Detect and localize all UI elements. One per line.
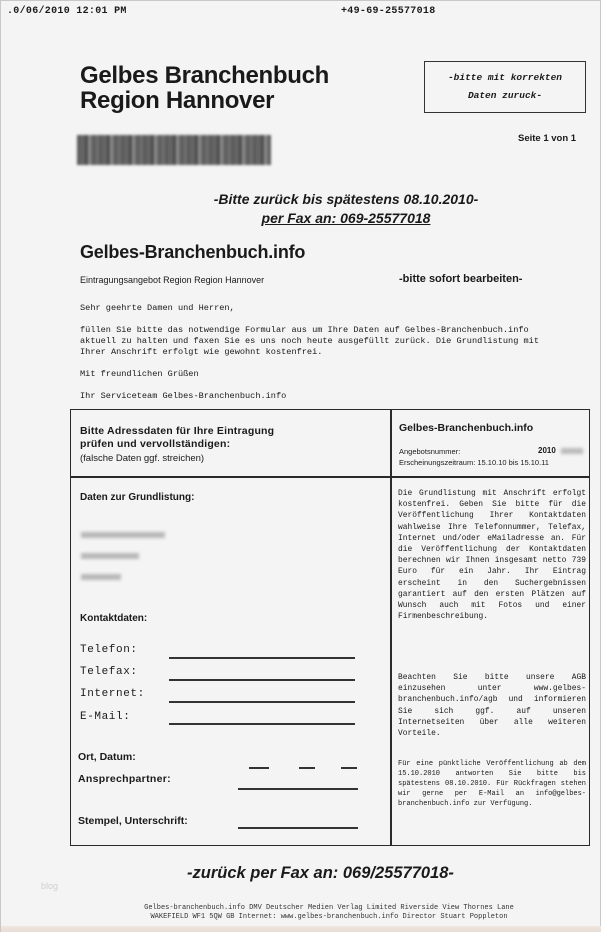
return-notice-line-2: Daten zuruck- [467, 90, 543, 101]
offer-subtitle: Eintragungsangebot Region Region Hannover [80, 275, 265, 285]
page-bottom-edge [1, 926, 601, 932]
ansprechpartner-label: Ansprechpartner: [78, 773, 171, 785]
watermark: blog [41, 881, 59, 891]
deadline-line: -Bitte zurück bis spätestens 08.10.2010- [213, 191, 479, 207]
footer-line-1: Gelbes-branchenbuch.info DMV Deutscher Medien Verlag Limited Riverside View Thornes Lane [144, 904, 514, 912]
redacted-recipient [77, 135, 271, 165]
salutation: Sehr geehrte Damen und Herren, [80, 303, 235, 313]
title-line-2: Region Hannover [80, 87, 275, 114]
fax-number: +49-69-25577018 [341, 6, 436, 17]
brand-title: Gelbes-Branchenbuch.info [80, 242, 306, 262]
ort-datum-label: Ort, Datum: [78, 751, 136, 763]
bottom-fax-notice: -zurück per Fax an: 069/25577018- [187, 864, 454, 882]
redacted-offer-number [561, 448, 583, 454]
signature: Ihr Serviceteam Gelbes-Branchenbuch.info [80, 391, 287, 401]
terms-paragraph-3: Für eine pünktliche Veröffentlichung ab dem 15.10.2010 antworten Sie bitte bis spätestens 08.10.2010. Für Rückfragen stehen wir gerne per E-Mail an info@gelbes-branchenbuch.info zur Verfügung. [398, 760, 586, 808]
date-field-month[interactable] [341, 767, 357, 769]
publication-period: Erscheinungszeitraum: 15.10.10 bis 15.10.11 [399, 458, 549, 467]
kontakt-label: Kontaktdaten: [80, 613, 148, 624]
column-divider [390, 409, 392, 846]
page-indicator: Seite 1 von 1 [518, 133, 577, 144]
telefon-label: Telefon: [80, 644, 138, 656]
telefon-field[interactable] [169, 657, 355, 659]
return-notice-box [424, 61, 586, 113]
letter-body: füllen Sie bitte das notwendige Formular aus um Ihre Daten auf Gelbes-Branchenbuch.info aktuell zu halten und faxen Sie es uns noch heute ausgefüllt zurück. Die Grundlistung mit Ihrer Anschrift erfolgt wie gewohnt kostenfrei. [80, 325, 539, 357]
offer-number-value: 2010 [538, 446, 556, 455]
date-field-day[interactable] [299, 767, 315, 769]
form-heading-note: (falsche Daten ggf. streichen) [80, 453, 205, 464]
telefax-field[interactable] [169, 679, 355, 681]
row-divider [70, 476, 590, 478]
internet-label: Internet: [80, 688, 145, 700]
stempel-label: Stempel, Unterschrift: [78, 815, 188, 827]
telefax-label: Telefax: [80, 666, 138, 678]
terms-paragraph-2: Beachten Sie bitte unsere AGB einzusehen unter www.gelbes-branchenbuch.info/agb und informieren Sie sich ggf. auf unseren Internetseiten über alle weiteren Vorteile. [398, 673, 586, 739]
footer [79, 904, 579, 922]
page-title [80, 63, 329, 113]
ort-field[interactable] [249, 767, 269, 769]
ansprechpartner-field[interactable] [238, 788, 358, 790]
deadline-notice [151, 190, 541, 228]
form-heading [80, 425, 274, 451]
fax-timestamp: .0/06/2010 12:01 PM [7, 6, 127, 17]
grundlistung-label: Daten zur Grundlistung: [80, 492, 195, 503]
deadline-fax: per Fax an: 069-25577018 [261, 210, 431, 226]
internet-field[interactable] [169, 701, 355, 703]
offer-number-label: Angebotsnummer: [399, 447, 461, 456]
email-label: E-Mail: [80, 711, 131, 723]
form-heading-line-2: prüfen und vervollständigen: [80, 438, 231, 450]
urgent-note: -bitte sofort bearbeiten- [399, 273, 523, 285]
form-heading-line-1: Bitte Adressdaten für Ihre Eintragung [80, 425, 275, 437]
redacted-company-name [81, 532, 165, 538]
terms-paragraph-1: Die Grundlistung mit Anschrift erfolgt kostenfrei. Geben Sie bitte für die Veröffentlichung Ihrer Kontaktdaten wahlweise Ihre Telefonnummer, Telefax, Internet und/oder eMailadresse an. Für die Veröffentlichung der Kontaktdaten berechnen wir Ihnen insgesamt netto 739 Euro für ein Jahr. Ihr Eintrag erscheint in den Suchergebnissen garantiert auf den ersten Plätzen auf Wunsch auch mit Fotos und einer Firmenbeschreibung. [398, 489, 586, 622]
email-field[interactable] [169, 723, 355, 725]
title-line-1: Gelbes Branchenbuch [80, 62, 330, 89]
redacted-street [81, 553, 139, 559]
closing: Mit freundlichen Grüßen [80, 369, 199, 379]
signature-field[interactable] [238, 827, 358, 829]
return-notice-line-1: -bitte mit korrekten [447, 72, 563, 83]
side-brand: Gelbes-Branchenbuch.info [399, 422, 534, 434]
footer-line-2: WAKEFIELD WF1 5QW GB Internet: www.gelbes-branchenbuch.info Director Stuart Poppleton [150, 913, 508, 921]
redacted-city [81, 574, 121, 580]
